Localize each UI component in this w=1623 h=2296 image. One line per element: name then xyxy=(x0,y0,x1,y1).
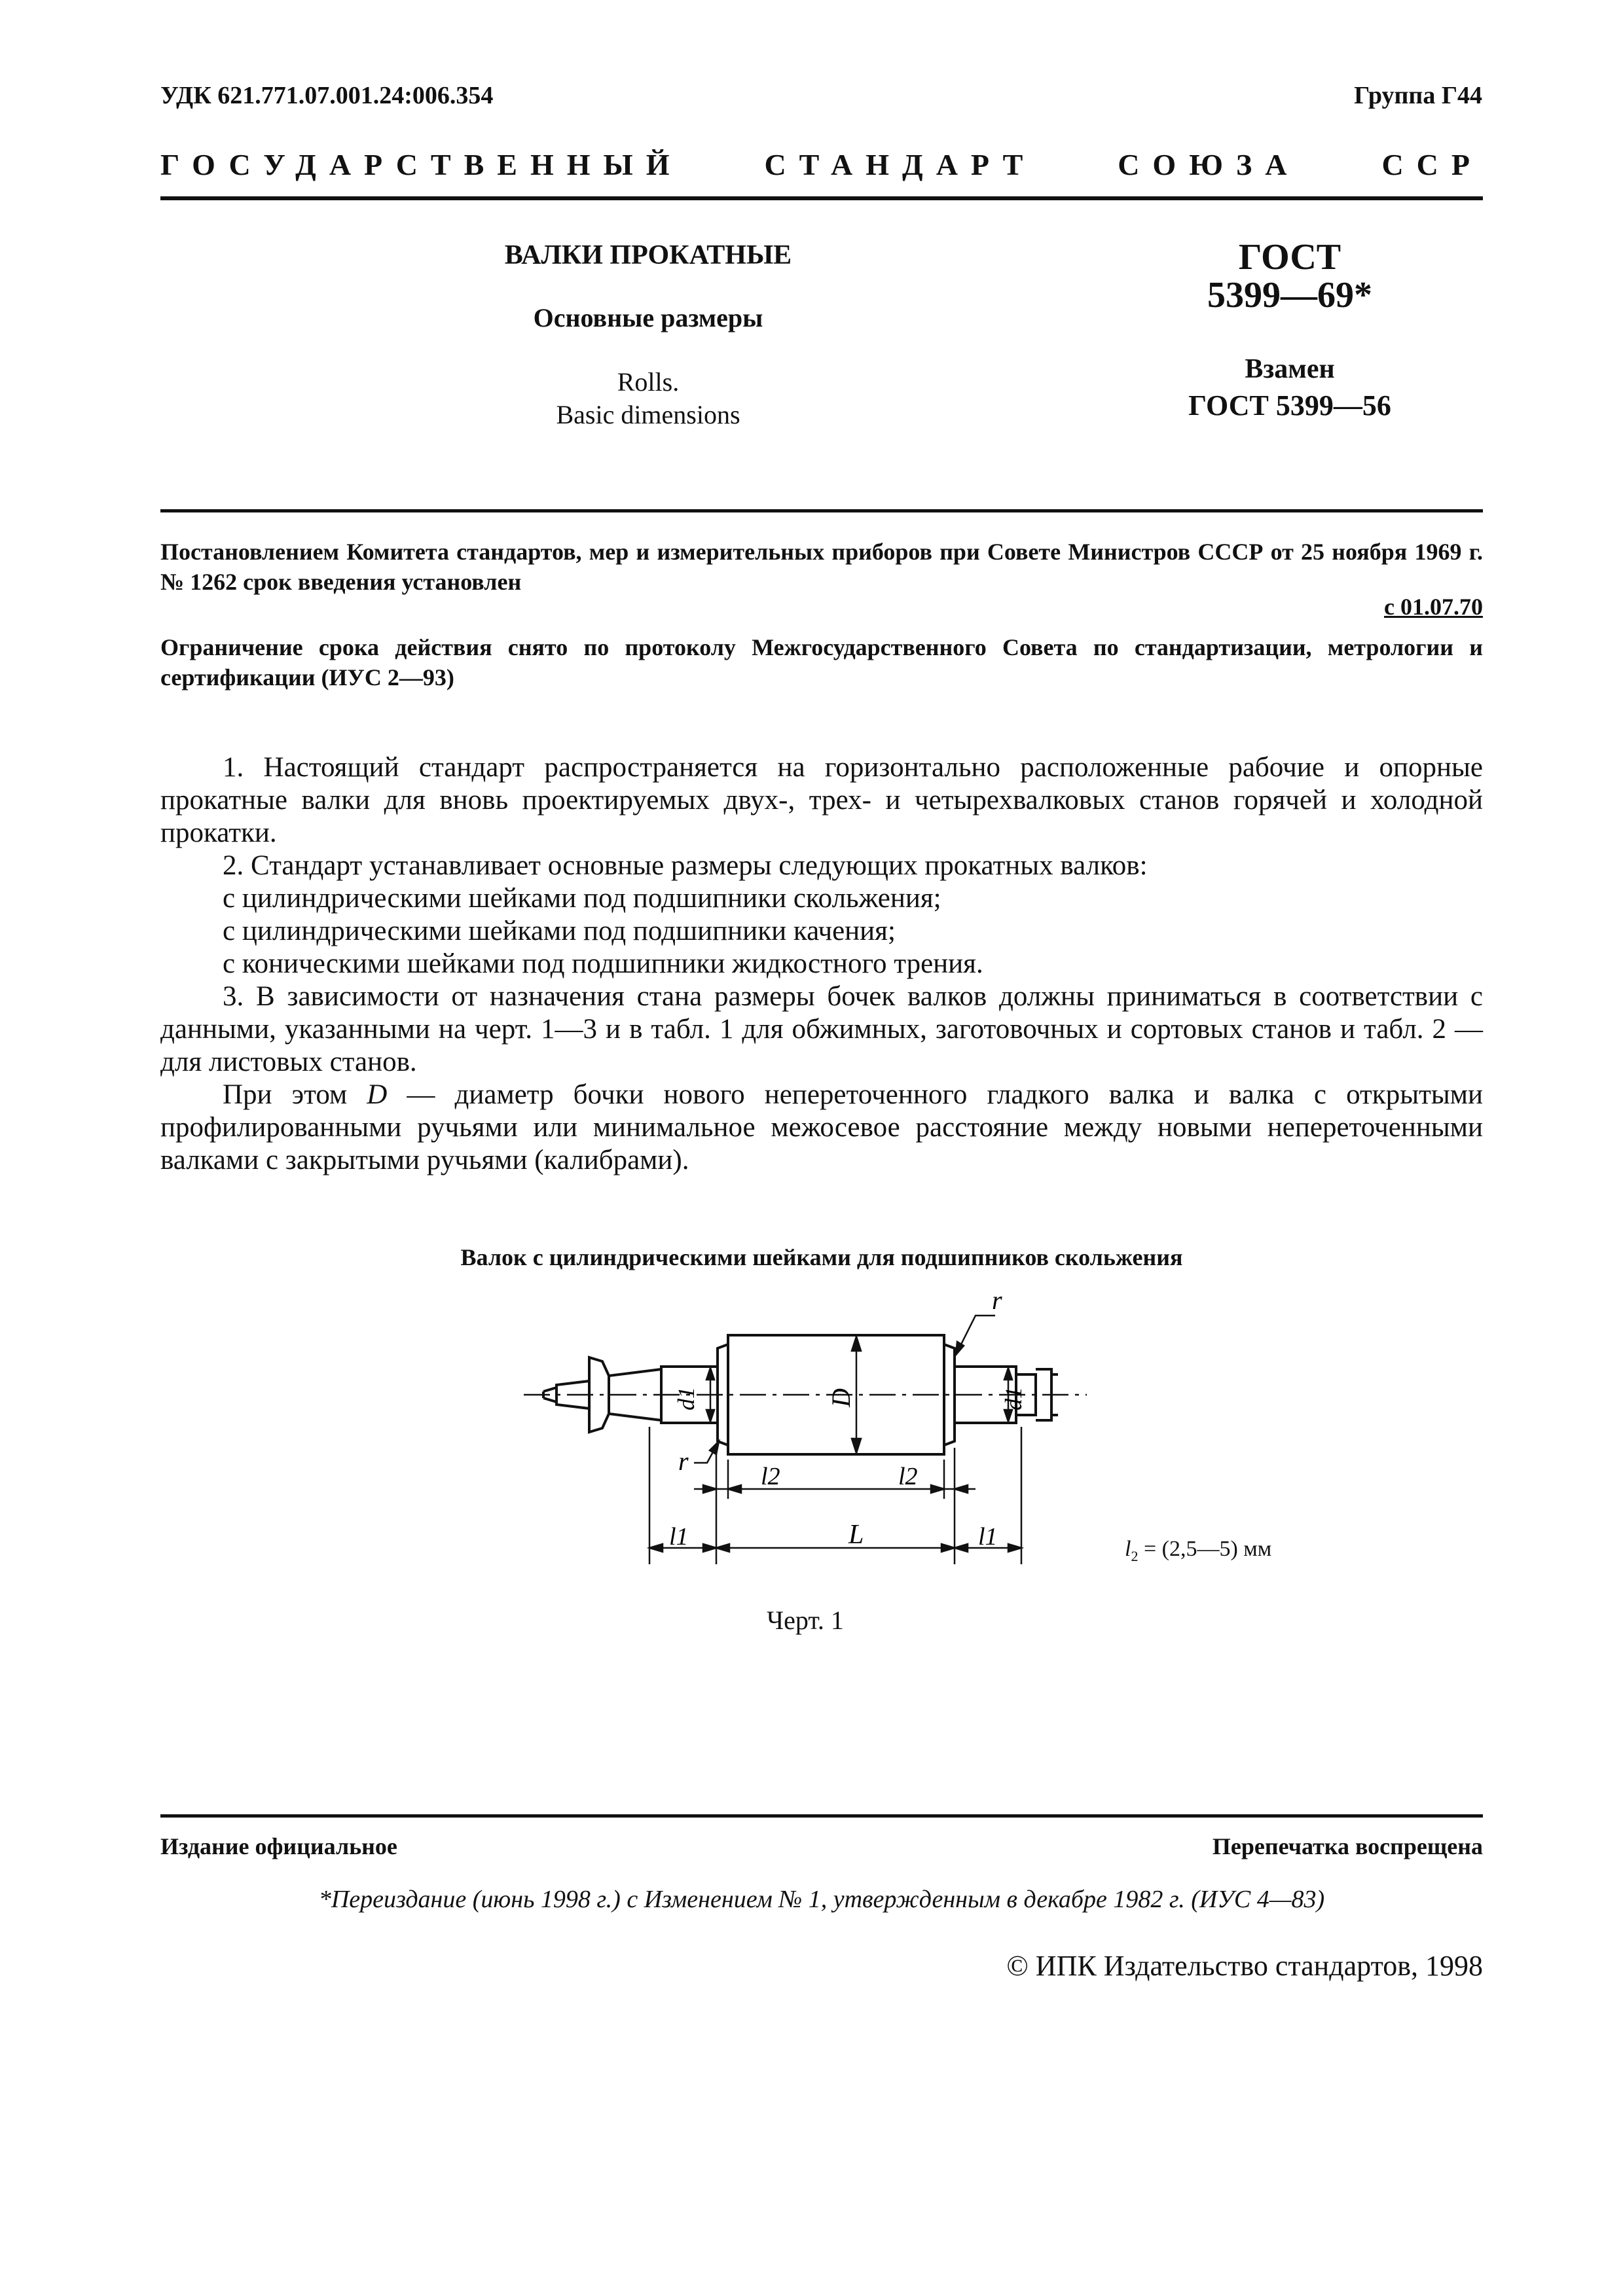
dimension-d1-right-arrow-bottom xyxy=(1004,1410,1012,1422)
figure-title: Валок с цилиндрическими шейками для подшипников скольжения xyxy=(460,1244,1183,1270)
figure-caption: Черт. 1 xyxy=(767,1605,844,1635)
paragraph-4-rest: — диаметр бочки нового непереточенного гладкого валка и валка с открытыми профилированными ручьями или минимальное межосевое расстояние между новыми непереточенными валками с закрытыми ручьями (калибрами). xyxy=(160,1079,1483,1175)
reprint-prohibited: Перепечатка воспрещена xyxy=(1212,1833,1483,1859)
state-word-3: СОЮЗА xyxy=(1118,148,1300,181)
copyright: © ИПК Издательство стандартов, 1998 xyxy=(1006,1950,1483,1982)
dimension-d1-left-arrow-top xyxy=(706,1368,714,1380)
roll-drawing xyxy=(498,1276,1152,1590)
list-item-1: с цилиндрическими шейками под подшипники скольжения; xyxy=(223,883,941,914)
label-l2-left: l2 xyxy=(761,1463,780,1490)
doc-subtitle: Основные размеры xyxy=(533,303,763,332)
dimension-l1-left-arrow-a xyxy=(649,1544,663,1552)
label-r-top: r xyxy=(992,1285,1002,1315)
state-word-2: СТАНДАРТ xyxy=(764,148,1036,181)
dimension-l1-right-arrow-a xyxy=(955,1544,968,1552)
limitation-text: Ограничение срока действия снято по протоколу Межгосударственного Совета по стандартизации, метрологии и сертификации (ИУС 2—93) xyxy=(160,634,1483,691)
group-code: Группа Г44 xyxy=(1354,82,1482,109)
paragraph-4-prefix: При этом xyxy=(223,1079,367,1110)
label-l1-right: l1 xyxy=(978,1523,998,1551)
dimension-l2-arrow-1 xyxy=(703,1485,716,1493)
state-word-1: ГОСУДАРСТВЕННЫЙ xyxy=(160,148,683,181)
udk-code: УДК 621.771.07.001.24:006.354 xyxy=(160,82,494,109)
l2-note-sub: 2 xyxy=(1131,1547,1139,1564)
doc-title: ВАЛКИ ПРОКАТНЫЕ xyxy=(504,240,792,270)
radius-arrow-left xyxy=(710,1441,719,1454)
title-block-rule xyxy=(160,509,1483,512)
left-tip-bottom xyxy=(543,1398,556,1402)
decree-date: с 01.07.70 xyxy=(1384,594,1483,620)
official-edition: Издание официальное xyxy=(160,1833,397,1859)
footer-rule xyxy=(160,1814,1483,1818)
left-tip-top xyxy=(543,1388,556,1391)
dimension-l2-arrow-2 xyxy=(728,1485,741,1493)
dimension-l2-arrow-4 xyxy=(955,1485,968,1493)
paragraph-1: 1. Настоящий стандарт распространяется на горизонтально расположенные рабочие и опорные прокатные валки для вновь проектируемых двух-, трех- и четырехвалковых станов горячей и холодной прокатки. xyxy=(160,752,1483,848)
label-D: D xyxy=(826,1388,856,1407)
paragraph-3: 3. В зависимости от назначения стана размеры бочек валков должны приниматься в соответствии с данными, указанными на черт. 1—3 и в табл. 1 для обжимных, заготовочных и сортовых станов и табл. 2 — для листовых станов. xyxy=(160,981,1483,1077)
list-item-2: с цилиндрическими шейками под подшипники качения; xyxy=(223,916,896,946)
state-standard-heading xyxy=(160,147,1483,182)
dimension-D-arrow-bottom xyxy=(852,1439,861,1453)
paragraph-2: 2. Стандарт устанавливает основные размеры следующих прокатных валков: xyxy=(223,850,1148,881)
decree-text: Постановлением Комитета стандартов, мер и измерительных приборов при Совете Министров СССР от 25 ноября 1969 г. № 1262 срок введения установлен xyxy=(160,539,1483,595)
replaces-number: ГОСТ 5399—56 xyxy=(1188,389,1391,422)
gost-number: 5399—69* xyxy=(1207,275,1372,315)
label-l2-right: l2 xyxy=(898,1463,918,1490)
dimension-D-arrow-top xyxy=(852,1336,861,1351)
label-L: L xyxy=(848,1520,864,1550)
list-item-3: с коническими шейками под подшипники жидкостного трения. xyxy=(223,948,983,979)
dimension-l2-arrow-3 xyxy=(931,1485,944,1493)
radius-arrow-right xyxy=(956,1342,964,1355)
english-title: Rolls. xyxy=(617,367,680,397)
dimension-d1-left-arrow-bottom xyxy=(706,1410,714,1422)
l2-note-var: l xyxy=(1125,1537,1131,1561)
paragraph-4-var: D xyxy=(367,1079,388,1110)
gost-label: ГОСТ xyxy=(1238,237,1341,278)
label-r-bottom: r xyxy=(678,1446,689,1476)
dimension-d1-right-arrow-top xyxy=(1004,1368,1012,1380)
paragraph-4 xyxy=(160,1079,1483,1177)
state-word-4: ССР xyxy=(1381,148,1483,181)
header-rule xyxy=(160,196,1483,200)
dimension-L-arrow-a xyxy=(716,1544,729,1552)
l2-note-rest: = (2,5—5) мм xyxy=(1138,1537,1272,1561)
dimension-l1-right-arrow-b xyxy=(1008,1544,1021,1552)
label-l1-left: l1 xyxy=(669,1523,689,1551)
replaces-label: Взамен xyxy=(1245,354,1335,384)
english-subtitle: Basic dimensions xyxy=(556,400,740,429)
l2-note xyxy=(1125,1537,1271,1565)
reissue-note: *Переиздание (июнь 1998 г.) с Изменением № 1, утвержденным в декабре 1982 г. (ИУС 4—83) xyxy=(318,1886,1325,1913)
label-d1-right: d1 xyxy=(1000,1387,1027,1410)
label-d1-left: d1 xyxy=(673,1387,699,1410)
